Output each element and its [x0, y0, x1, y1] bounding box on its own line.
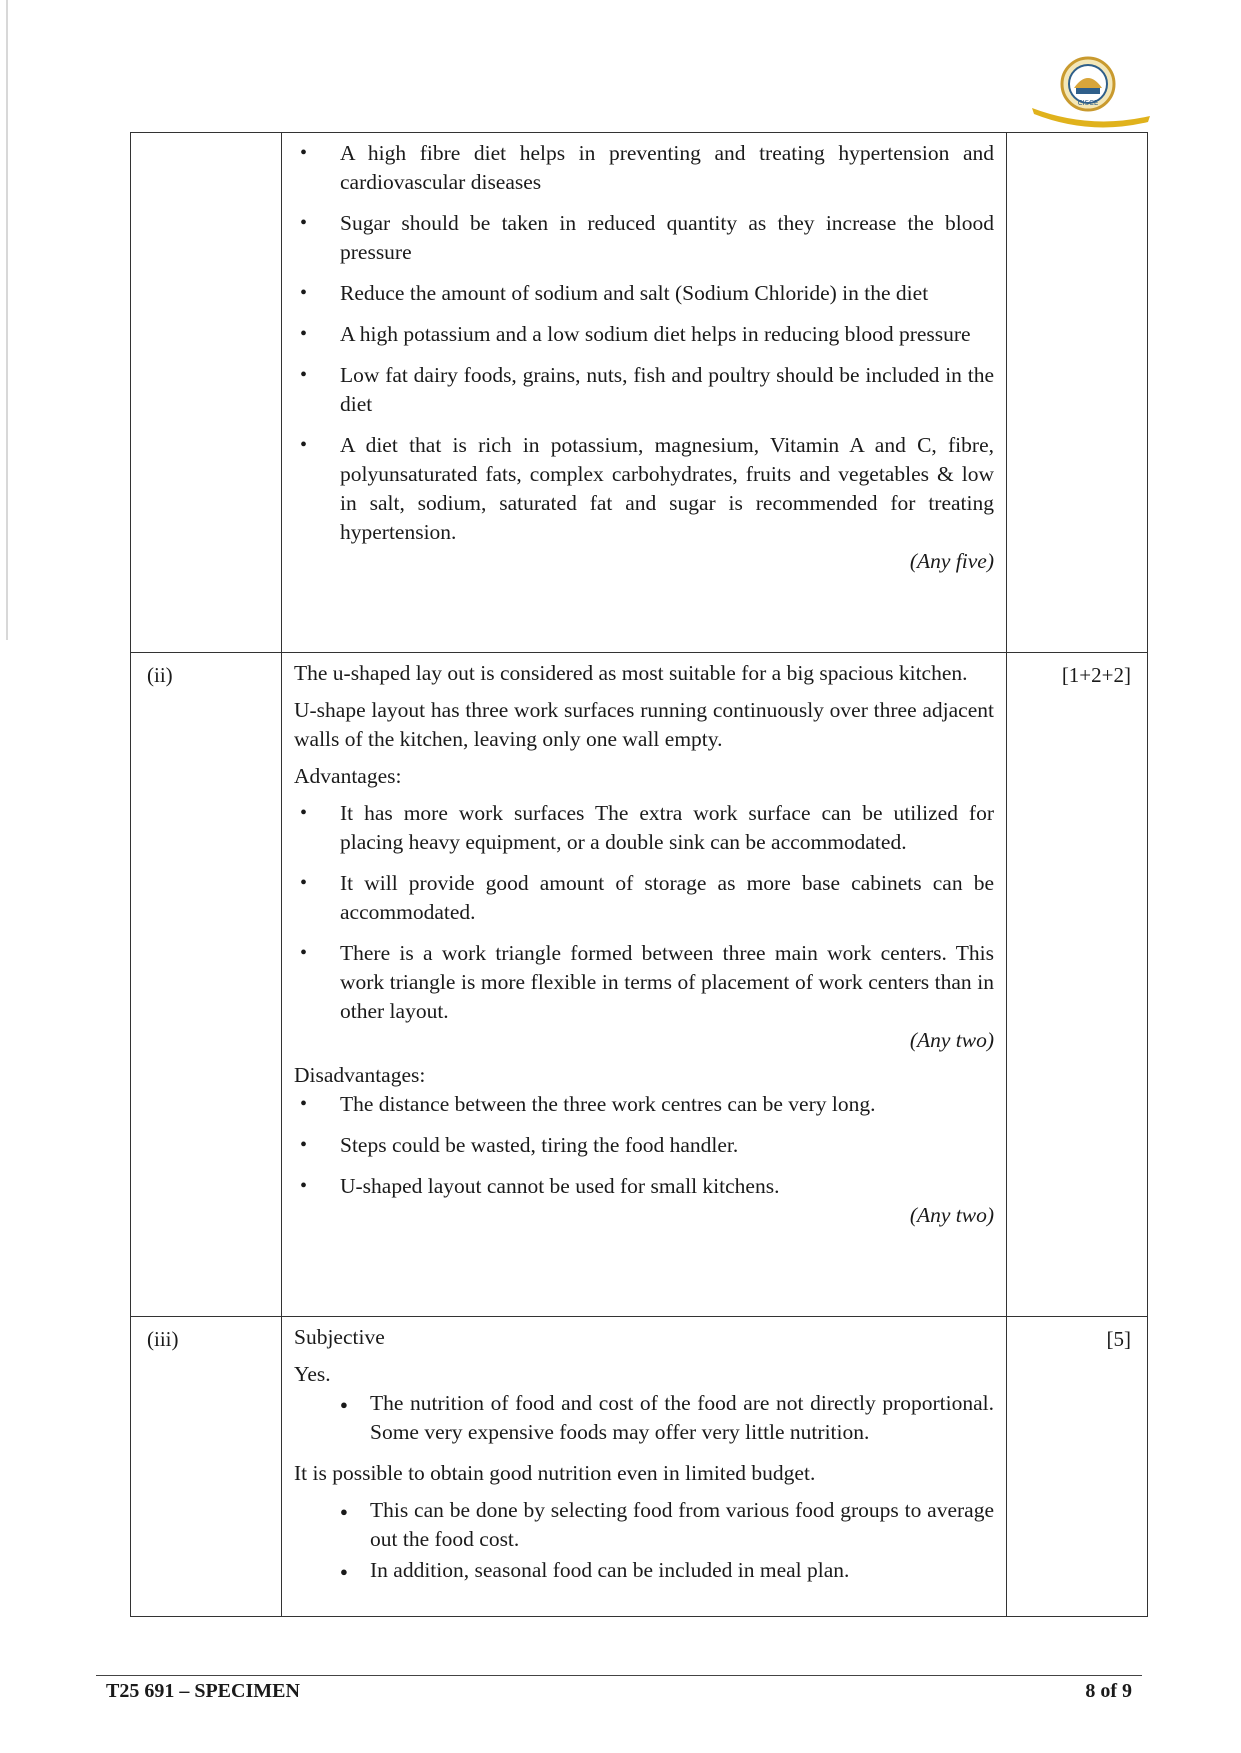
list-item: • Reduce the amount of sodium and salt (Sodium Chloride) in the diet	[294, 279, 994, 308]
list-item: • A diet that is rich in potassium, magnesium, Vitamin A and C, fibre, polyunsaturated fats, complex carbohydrates, fruits and vegetables & low in salt, sodium, saturated fat and sugar is recommended for treating hypertension.	[294, 431, 994, 547]
table-row	[131, 1317, 1148, 1617]
any-five-note: (Any five)	[909, 549, 994, 573]
list-item: ● In addition, seasonal food can be included in meal plan.	[294, 1556, 994, 1585]
answer-cell	[282, 653, 1007, 1317]
page-number: 8 of 9	[1085, 1680, 1132, 1702]
answer-line: Yes.	[294, 1362, 331, 1386]
answer-paragraph: The u-shaped lay out is considered as most suitable for a big spacious kitchen.	[294, 661, 968, 685]
paper-code: T25 691 – SPECIMEN	[106, 1680, 300, 1702]
marks-cell	[1007, 133, 1148, 653]
disadvantages-heading: Disadvantages:	[294, 1063, 426, 1087]
list-item: ● This can be done by selecting food from various food groups to average out the food cost.	[294, 1496, 994, 1554]
table-row	[131, 653, 1148, 1317]
marking-scheme-table	[130, 132, 1148, 1617]
answer-cell	[282, 1317, 1007, 1617]
list-item: • The distance between the three work centres can be very long.	[294, 1090, 994, 1119]
budget-nutrition-list	[294, 1496, 994, 1585]
svg-text:CISCE: CISCE	[1077, 99, 1099, 107]
question-number-cell: (iii)	[131, 1317, 282, 1617]
nutrition-cost-list	[294, 1389, 994, 1447]
marks-cell: [1+2+2]	[1007, 653, 1148, 1317]
question-number-cell	[131, 133, 282, 653]
list-item: • A high potassium and a low sodium diet helps in reducing blood pressure	[294, 320, 994, 349]
list-item: • U-shaped layout cannot be used for small kitchens.	[294, 1172, 994, 1201]
list-item: • Steps could be wasted, tiring the food handler.	[294, 1131, 994, 1160]
list-item: • It will provide good amount of storage as more base cabinets can be accommodated.	[294, 869, 994, 927]
hypertension-diet-list	[294, 139, 994, 547]
advantages-list	[294, 799, 994, 1026]
cisce-logo	[1030, 50, 1152, 130]
footer-divider	[96, 1675, 1142, 1676]
any-two-note: (Any two)	[909, 1028, 994, 1052]
answer-cell	[282, 133, 1007, 653]
answer-paragraph: U-shape layout has three work surfaces running continuously over three adjacent walls of the kitchen, leaving only one wall empty.	[294, 698, 994, 751]
marks-cell: [5]	[1007, 1317, 1148, 1617]
question-number-cell: (ii)	[131, 653, 282, 1317]
list-item: • A high fibre diet helps in preventing and treating hypertension and cardiovascular diseases	[294, 139, 994, 197]
list-item: • There is a work triangle formed between three main work centers. This work triangle is more flexible in terms of placement of work centers than in other layout.	[294, 939, 994, 1026]
advantages-heading: Advantages:	[294, 764, 402, 788]
answer-line: Subjective	[294, 1325, 385, 1349]
list-item: • It has more work surfaces The extra work surface can be utilized for placing heavy equipment, or a double sink can be accommodated.	[294, 799, 994, 857]
any-two-note: (Any two)	[909, 1203, 994, 1227]
list-item: • Sugar should be taken in reduced quantity as they increase the blood pressure	[294, 209, 994, 267]
disadvantages-list	[294, 1090, 994, 1201]
answer-paragraph: It is possible to obtain good nutrition even in limited budget.	[294, 1461, 816, 1485]
table-row	[131, 133, 1148, 653]
page-edge-line	[6, 0, 8, 640]
list-item: • Low fat dairy foods, grains, nuts, fish and poultry should be included in the diet	[294, 361, 994, 419]
list-item: ● The nutrition of food and cost of the food are not directly proportional. Some very expensive foods may offer very little nutrition.	[294, 1389, 994, 1447]
